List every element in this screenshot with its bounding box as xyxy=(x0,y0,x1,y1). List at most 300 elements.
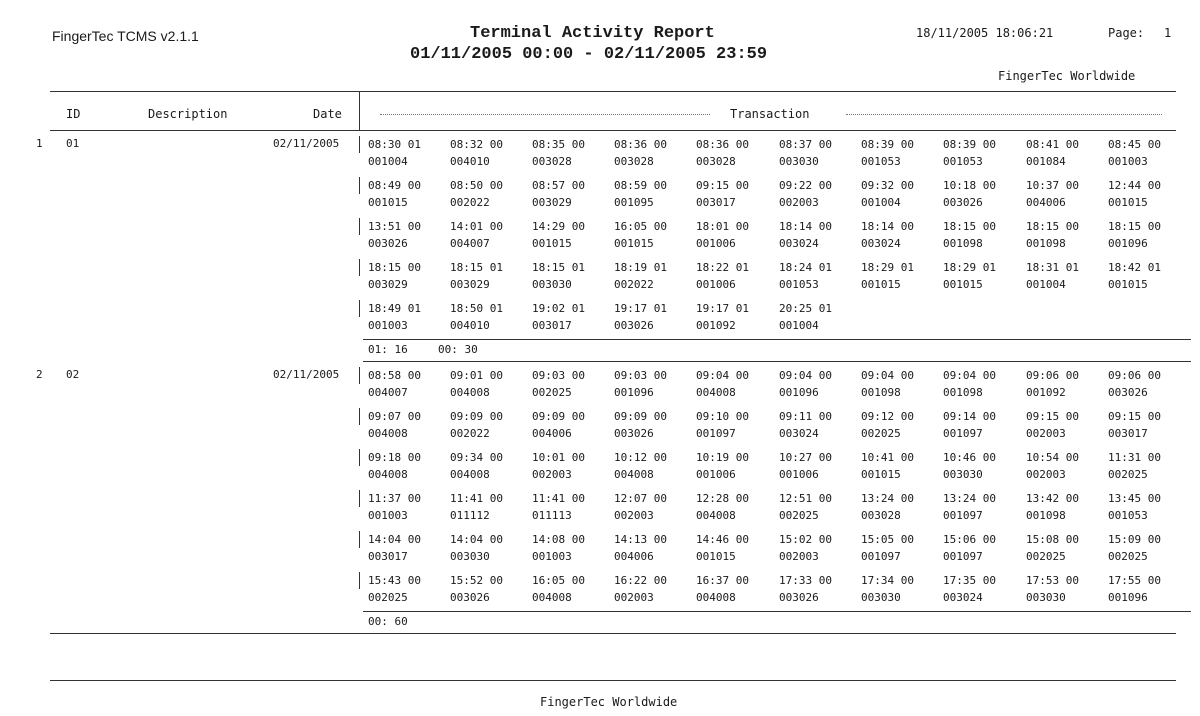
transaction-terminal-code: 001098 xyxy=(1026,237,1066,250)
column-header-transaction: Transaction xyxy=(730,107,810,121)
transaction-entry xyxy=(861,177,914,211)
transaction-entry xyxy=(614,531,667,565)
transaction-terminal-code: 003017 xyxy=(1108,427,1148,440)
transaction-terminal-code: 001015 xyxy=(614,237,654,250)
transaction-entry xyxy=(368,449,421,483)
transaction-terminal-code: 001006 xyxy=(696,278,736,291)
transaction-terminal-code: 002022 xyxy=(450,427,490,440)
transaction-entry xyxy=(532,218,585,252)
transaction-terminal-code: 003028 xyxy=(696,155,736,168)
transaction-terminal-code: 003017 xyxy=(696,196,736,209)
transaction-entry xyxy=(779,218,832,252)
transaction-time-status: 14:13 00 xyxy=(614,533,667,546)
transaction-entry xyxy=(861,136,914,170)
transaction-line-marker xyxy=(359,531,360,548)
transaction-entry xyxy=(614,259,667,293)
transaction-time-status: 09:09 00 xyxy=(532,410,585,423)
transaction-entry xyxy=(1026,572,1079,606)
footer-company: FingerTec Worldwide xyxy=(540,695,678,709)
transaction-terminal-code: 004006 xyxy=(1026,196,1066,209)
transaction-entry xyxy=(1026,218,1079,252)
transaction-time-status: 12:28 00 xyxy=(696,492,749,505)
record-id: 01 xyxy=(66,137,80,150)
transaction-time-status: 08:50 00 xyxy=(450,179,503,192)
transaction-terminal-code: 003026 xyxy=(1108,386,1148,399)
transaction-time-status: 08:30 01 xyxy=(368,138,421,151)
transaction-terminal-code: 001097 xyxy=(943,509,983,522)
transaction-terminal-code: 001096 xyxy=(1108,237,1148,250)
transaction-entry xyxy=(861,572,914,606)
transaction-line-marker xyxy=(359,300,360,317)
transaction-line-marker xyxy=(359,490,360,507)
transaction-terminal-code: 004010 xyxy=(450,155,490,168)
transaction-dotted-left xyxy=(380,114,710,115)
transaction-time-status: 11:41 00 xyxy=(450,492,503,505)
transaction-entry xyxy=(779,367,832,401)
transaction-time-status: 09:18 00 xyxy=(368,451,421,464)
transaction-time-status: 18:19 01 xyxy=(614,261,667,274)
transaction-entry xyxy=(779,490,832,524)
transaction-time-status: 08:59 00 xyxy=(614,179,667,192)
transaction-time-status: 09:15 00 xyxy=(1026,410,1079,423)
transaction-entry xyxy=(532,367,585,401)
transaction-entry xyxy=(1108,408,1161,442)
transaction-terminal-code: 003026 xyxy=(779,591,819,604)
transaction-entry xyxy=(450,408,503,442)
transaction-time-status: 18:15 00 xyxy=(368,261,421,274)
transaction-entry xyxy=(614,177,667,211)
transaction-time-status: 09:11 00 xyxy=(779,410,832,423)
transaction-time-status: 14:46 00 xyxy=(696,533,749,546)
transaction-entry xyxy=(1108,572,1161,606)
transaction-time-status: 09:32 00 xyxy=(861,179,914,192)
transaction-entry xyxy=(696,408,749,442)
transaction-time-status: 08:57 00 xyxy=(532,179,585,192)
transaction-entry xyxy=(368,177,421,211)
transaction-entry xyxy=(861,490,914,524)
transaction-terminal-code: 002003 xyxy=(532,468,572,481)
transaction-entry xyxy=(1108,449,1161,483)
transaction-terminal-code: 011113 xyxy=(532,509,572,522)
transaction-time-status: 15:09 00 xyxy=(1108,533,1161,546)
transaction-entry xyxy=(614,408,667,442)
transaction-entry xyxy=(532,177,585,211)
transaction-terminal-code: 001084 xyxy=(1026,155,1066,168)
transaction-entry xyxy=(614,490,667,524)
transaction-time-status: 08:35 00 xyxy=(532,138,585,151)
transaction-time-status: 17:53 00 xyxy=(1026,574,1079,587)
record-summary-count: 00: 60 xyxy=(368,615,408,628)
transaction-entry xyxy=(368,572,421,606)
transaction-time-status: 09:01 00 xyxy=(450,369,503,382)
transaction-terminal-code: 002022 xyxy=(450,196,490,209)
transaction-terminal-code: 004008 xyxy=(696,591,736,604)
transaction-entry xyxy=(1108,259,1161,293)
transaction-time-status: 18:24 01 xyxy=(779,261,832,274)
transaction-entry xyxy=(696,572,749,606)
transaction-terminal-code: 004008 xyxy=(696,509,736,522)
transaction-entry xyxy=(532,490,585,524)
transaction-entry xyxy=(943,531,996,565)
transaction-entry xyxy=(368,408,421,442)
transaction-terminal-code: 003024 xyxy=(861,237,901,250)
transaction-entry xyxy=(1026,449,1079,483)
transaction-entry xyxy=(696,259,749,293)
transaction-entry xyxy=(943,367,996,401)
transaction-time-status: 14:04 00 xyxy=(450,533,503,546)
transaction-time-status: 18:49 01 xyxy=(368,302,421,315)
transaction-time-status: 09:07 00 xyxy=(368,410,421,423)
transaction-entry xyxy=(779,177,832,211)
transaction-time-status: 15:08 00 xyxy=(1026,533,1079,546)
transaction-terminal-code: 003029 xyxy=(532,196,572,209)
transaction-entry xyxy=(861,531,914,565)
transaction-entry xyxy=(861,218,914,252)
transaction-terminal-code: 001053 xyxy=(861,155,901,168)
transaction-time-status: 12:07 00 xyxy=(614,492,667,505)
transaction-terminal-code: 001096 xyxy=(779,386,819,399)
transaction-entry xyxy=(696,490,749,524)
record-end-rule xyxy=(50,633,1176,634)
transaction-time-status: 14:01 00 xyxy=(450,220,503,233)
transaction-time-status: 09:22 00 xyxy=(779,179,832,192)
transaction-entry xyxy=(1108,136,1161,170)
transaction-time-status: 08:49 00 xyxy=(368,179,421,192)
transaction-entry xyxy=(614,572,667,606)
transaction-entry xyxy=(943,218,996,252)
transaction-terminal-code: 001097 xyxy=(943,550,983,563)
transaction-terminal-code: 002003 xyxy=(614,509,654,522)
header-top-rule xyxy=(50,91,1176,92)
transaction-time-status: 18:29 01 xyxy=(861,261,914,274)
transaction-time-status: 12:44 00 xyxy=(1108,179,1161,192)
transaction-terminal-code: 003029 xyxy=(450,278,490,291)
transaction-time-status: 18:15 01 xyxy=(532,261,585,274)
software-name: FingerTec TCMS v2.1.1 xyxy=(52,28,199,44)
transaction-entry xyxy=(614,218,667,252)
transaction-entry xyxy=(368,367,421,401)
transaction-terminal-code: 001003 xyxy=(1108,155,1148,168)
transaction-terminal-code: 001006 xyxy=(696,237,736,250)
transaction-time-status: 09:04 00 xyxy=(861,369,914,382)
transaction-terminal-code: 003017 xyxy=(368,550,408,563)
transaction-terminal-code: 001092 xyxy=(696,319,736,332)
transaction-entry xyxy=(450,218,503,252)
transaction-terminal-code: 003030 xyxy=(450,550,490,563)
transaction-terminal-code: 001097 xyxy=(861,550,901,563)
transaction-entry xyxy=(532,259,585,293)
header-column-divider xyxy=(359,92,360,130)
transaction-line-marker xyxy=(359,449,360,466)
transaction-time-status: 09:14 00 xyxy=(943,410,996,423)
transaction-entry xyxy=(532,136,585,170)
page-number: 1 xyxy=(1164,26,1172,40)
transaction-time-status: 15:06 00 xyxy=(943,533,996,546)
transaction-terminal-code: 001098 xyxy=(861,386,901,399)
transaction-line-marker xyxy=(359,259,360,276)
transaction-terminal-code: 001097 xyxy=(943,427,983,440)
transaction-time-status: 15:02 00 xyxy=(779,533,832,546)
transaction-time-status: 15:05 00 xyxy=(861,533,914,546)
transaction-terminal-code: 001098 xyxy=(1026,509,1066,522)
transaction-terminal-code: 003017 xyxy=(532,319,572,332)
transaction-entry xyxy=(532,572,585,606)
transaction-terminal-code: 004007 xyxy=(450,237,490,250)
transaction-terminal-code: 004008 xyxy=(368,427,408,440)
transaction-terminal-code: 003028 xyxy=(861,509,901,522)
report-title: Terminal Activity Report xyxy=(470,24,715,43)
transaction-time-status: 15:52 00 xyxy=(450,574,503,587)
transaction-time-status: 18:14 00 xyxy=(861,220,914,233)
transaction-time-status: 14:08 00 xyxy=(532,533,585,546)
transaction-entry xyxy=(861,259,914,293)
transaction-line-marker xyxy=(359,367,360,384)
transaction-terminal-code: 004006 xyxy=(532,427,572,440)
transaction-terminal-code: 004006 xyxy=(614,550,654,563)
transaction-terminal-code: 002003 xyxy=(779,196,819,209)
transaction-time-status: 08:58 00 xyxy=(368,369,421,382)
transaction-entry xyxy=(368,136,421,170)
transaction-terminal-code: 003030 xyxy=(532,278,572,291)
transaction-terminal-code: 003030 xyxy=(779,155,819,168)
transaction-time-status: 10:41 00 xyxy=(861,451,914,464)
transaction-terminal-code: 002022 xyxy=(614,278,654,291)
column-header-description: Description xyxy=(148,107,228,121)
transaction-time-status: 09:12 00 xyxy=(861,410,914,423)
transaction-time-status: 18:15 01 xyxy=(450,261,503,274)
transaction-terminal-code: 004010 xyxy=(450,319,490,332)
transaction-time-status: 13:45 00 xyxy=(1108,492,1161,505)
transaction-entry xyxy=(368,300,421,334)
transaction-time-status: 09:10 00 xyxy=(696,410,749,423)
column-header-id: ID xyxy=(66,107,81,121)
transaction-terminal-code: 001098 xyxy=(943,237,983,250)
transaction-entry xyxy=(861,449,914,483)
transaction-time-status: 10:19 00 xyxy=(696,451,749,464)
transaction-time-status: 20:25 01 xyxy=(779,302,832,315)
transaction-time-status: 09:15 00 xyxy=(1108,410,1161,423)
transaction-terminal-code: 001003 xyxy=(368,509,408,522)
transaction-entry xyxy=(943,177,996,211)
transaction-time-status: 11:41 00 xyxy=(532,492,585,505)
transaction-entry xyxy=(1026,136,1079,170)
transaction-terminal-code: 001004 xyxy=(861,196,901,209)
transaction-terminal-code: 003026 xyxy=(368,237,408,250)
transaction-terminal-code: 003028 xyxy=(532,155,572,168)
transaction-terminal-code: 001015 xyxy=(1108,196,1148,209)
transaction-time-status: 17:55 00 xyxy=(1108,574,1161,587)
transaction-entry xyxy=(943,136,996,170)
transaction-terminal-code: 001095 xyxy=(614,196,654,209)
transaction-terminal-code: 002025 xyxy=(368,591,408,604)
transaction-entry xyxy=(943,572,996,606)
page-label: Page: xyxy=(1108,26,1145,40)
transaction-terminal-code: 002003 xyxy=(1026,427,1066,440)
transaction-terminal-code: 001096 xyxy=(1108,591,1148,604)
transaction-entry xyxy=(532,408,585,442)
transaction-entry xyxy=(1026,177,1079,211)
transaction-time-status: 09:15 00 xyxy=(696,179,749,192)
transaction-entry xyxy=(450,490,503,524)
record-date: 02/11/2005 xyxy=(273,368,340,381)
transaction-entry xyxy=(450,136,503,170)
transaction-time-status: 08:37 00 xyxy=(779,138,832,151)
transaction-terminal-code: 003026 xyxy=(450,591,490,604)
transaction-terminal-code: 001015 xyxy=(1108,278,1148,291)
transaction-time-status: 09:03 00 xyxy=(532,369,585,382)
transaction-terminal-code: 001004 xyxy=(368,155,408,168)
transaction-entry xyxy=(614,367,667,401)
transaction-terminal-code: 003030 xyxy=(1026,591,1066,604)
record-date: 02/11/2005 xyxy=(273,137,340,150)
transaction-time-status: 14:04 00 xyxy=(368,533,421,546)
transaction-entry xyxy=(943,408,996,442)
transaction-entry xyxy=(614,449,667,483)
record-summary-count: 01: 16 xyxy=(368,343,408,356)
transaction-time-status: 18:14 00 xyxy=(779,220,832,233)
transaction-terminal-code: 001006 xyxy=(779,468,819,481)
transaction-line-marker xyxy=(359,136,360,153)
transaction-entry xyxy=(450,572,503,606)
transaction-terminal-code: 001098 xyxy=(943,386,983,399)
transaction-time-status: 09:03 00 xyxy=(614,369,667,382)
transaction-time-status: 18:42 01 xyxy=(1108,261,1161,274)
transaction-terminal-code: 003024 xyxy=(943,591,983,604)
transaction-terminal-code: 004007 xyxy=(368,386,408,399)
transaction-entry xyxy=(532,449,585,483)
transaction-entry xyxy=(696,136,749,170)
record-row-number: 1 xyxy=(36,137,43,150)
transaction-terminal-code: 003030 xyxy=(943,468,983,481)
transaction-time-status: 13:24 00 xyxy=(861,492,914,505)
transaction-time-status: 18:01 00 xyxy=(696,220,749,233)
transaction-time-status: 08:36 00 xyxy=(614,138,667,151)
column-header-date: Date xyxy=(313,107,342,121)
transaction-time-status: 18:15 00 xyxy=(1108,220,1161,233)
transaction-terminal-code: 001015 xyxy=(861,468,901,481)
transaction-entry xyxy=(450,300,503,334)
transaction-time-status: 18:50 01 xyxy=(450,302,503,315)
transaction-time-status: 13:51 00 xyxy=(368,220,421,233)
transaction-entry xyxy=(696,531,749,565)
transaction-time-status: 09:04 00 xyxy=(696,369,749,382)
transaction-terminal-code: 004008 xyxy=(696,386,736,399)
transaction-entry xyxy=(1026,490,1079,524)
transaction-terminal-code: 001006 xyxy=(696,468,736,481)
transaction-time-status: 18:22 01 xyxy=(696,261,749,274)
transaction-terminal-code: 001053 xyxy=(1108,509,1148,522)
transaction-entry xyxy=(450,177,503,211)
header-bottom-rule xyxy=(50,130,1176,131)
transaction-terminal-code: 002003 xyxy=(1026,468,1066,481)
transaction-entry xyxy=(943,449,996,483)
transaction-terminal-code: 001015 xyxy=(861,278,901,291)
transaction-entry xyxy=(779,259,832,293)
transaction-time-status: 10:37 00 xyxy=(1026,179,1079,192)
transaction-time-status: 10:27 00 xyxy=(779,451,832,464)
transaction-entry xyxy=(614,300,667,334)
transaction-time-status: 08:39 00 xyxy=(861,138,914,151)
transaction-terminal-code: 001015 xyxy=(368,196,408,209)
company-name: FingerTec Worldwide xyxy=(998,69,1136,83)
transaction-line-marker xyxy=(359,408,360,425)
transaction-time-status: 08:39 00 xyxy=(943,138,996,151)
transaction-terminal-code: 003030 xyxy=(861,591,901,604)
transaction-time-status: 11:37 00 xyxy=(368,492,421,505)
transaction-terminal-code: 003024 xyxy=(779,237,819,250)
transaction-terminal-code: 002003 xyxy=(614,591,654,604)
transaction-entry xyxy=(450,449,503,483)
transaction-terminal-code: 002025 xyxy=(779,509,819,522)
transaction-entry xyxy=(450,531,503,565)
transaction-time-status: 16:05 00 xyxy=(614,220,667,233)
transaction-entry xyxy=(368,259,421,293)
transaction-terminal-code: 004008 xyxy=(368,468,408,481)
transaction-time-status: 17:34 00 xyxy=(861,574,914,587)
transaction-time-status: 08:41 00 xyxy=(1026,138,1079,151)
transaction-terminal-code: 004008 xyxy=(450,468,490,481)
transaction-dotted-right xyxy=(846,114,1162,115)
transaction-entry xyxy=(1108,218,1161,252)
transaction-terminal-code: 001003 xyxy=(532,550,572,563)
transaction-time-status: 14:29 00 xyxy=(532,220,585,233)
transaction-terminal-code: 002025 xyxy=(1108,550,1148,563)
record-id: 02 xyxy=(66,368,80,381)
transaction-entry xyxy=(532,300,585,334)
transaction-entry xyxy=(943,490,996,524)
transaction-time-status: 11:31 00 xyxy=(1108,451,1161,464)
printed-timestamp: 18/11/2005 18:06:21 xyxy=(916,26,1054,40)
record-end-rule xyxy=(363,361,1191,362)
transaction-entry xyxy=(1108,490,1161,524)
transaction-entry xyxy=(779,300,832,334)
transaction-entry xyxy=(368,218,421,252)
record-summary-count: 00: 30 xyxy=(438,343,478,356)
transaction-terminal-code: 004008 xyxy=(450,386,490,399)
transaction-time-status: 17:33 00 xyxy=(779,574,832,587)
transaction-time-status: 10:46 00 xyxy=(943,451,996,464)
transaction-time-status: 09:06 00 xyxy=(1108,369,1161,382)
transaction-terminal-code: 002025 xyxy=(861,427,901,440)
transaction-entry xyxy=(1026,259,1079,293)
transaction-entry xyxy=(696,300,749,334)
transaction-terminal-code: 001096 xyxy=(614,386,654,399)
transaction-time-status: 10:18 00 xyxy=(943,179,996,192)
transaction-time-status: 10:01 00 xyxy=(532,451,585,464)
transaction-terminal-code: 004008 xyxy=(532,591,572,604)
transaction-terminal-code: 004008 xyxy=(614,468,654,481)
transaction-terminal-code: 003029 xyxy=(368,278,408,291)
transaction-entry xyxy=(1026,408,1079,442)
transaction-time-status: 13:24 00 xyxy=(943,492,996,505)
transaction-time-status: 16:22 00 xyxy=(614,574,667,587)
transaction-entry xyxy=(696,177,749,211)
transaction-time-status: 16:05 00 xyxy=(532,574,585,587)
transaction-entry xyxy=(1026,531,1079,565)
transaction-terminal-code: 001015 xyxy=(943,278,983,291)
transaction-entry xyxy=(779,136,832,170)
transaction-time-status: 09:09 00 xyxy=(614,410,667,423)
transaction-entry xyxy=(368,490,421,524)
transaction-terminal-code: 002025 xyxy=(1026,550,1066,563)
transaction-terminal-code: 002025 xyxy=(532,386,572,399)
transaction-time-status: 13:42 00 xyxy=(1026,492,1079,505)
transaction-terminal-code: 001004 xyxy=(1026,278,1066,291)
transaction-terminal-code: 002025 xyxy=(1108,468,1148,481)
transaction-time-status: 19:02 01 xyxy=(532,302,585,315)
transaction-entry xyxy=(368,531,421,565)
transaction-entry xyxy=(779,408,832,442)
